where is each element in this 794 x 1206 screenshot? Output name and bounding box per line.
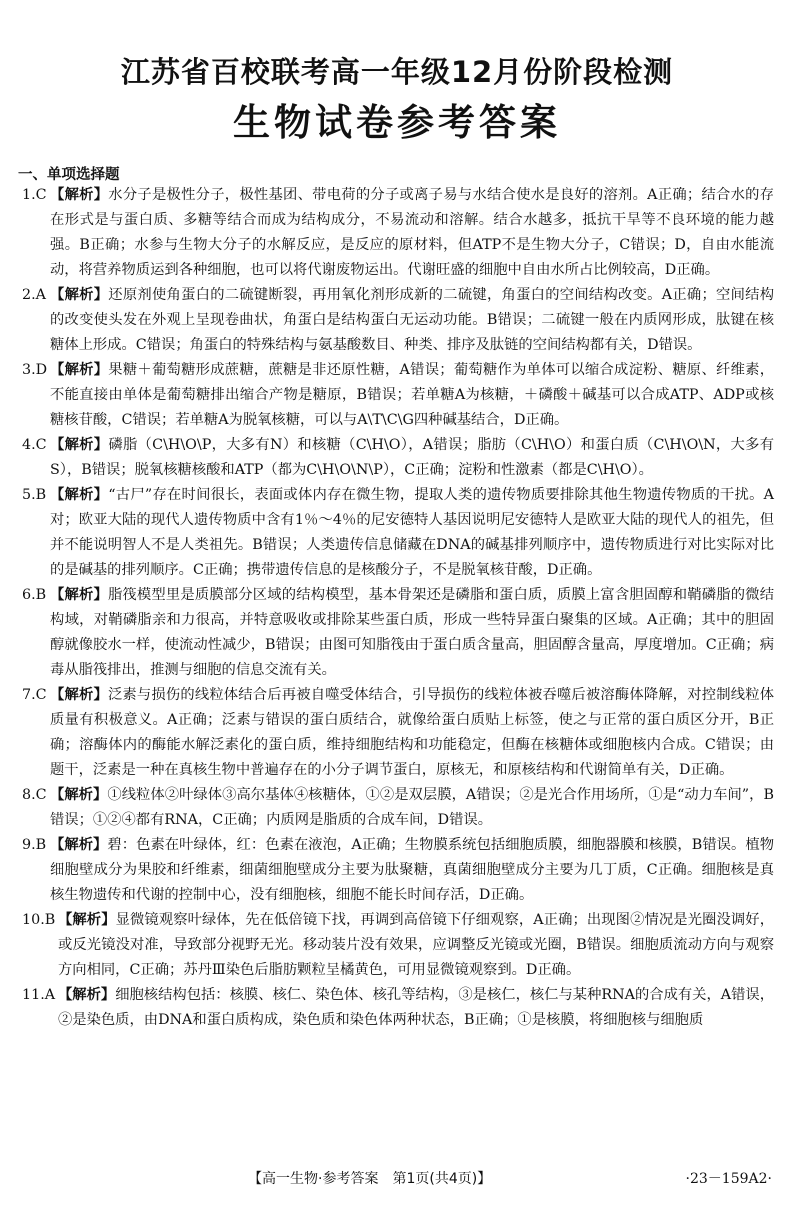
item-explanation: 水分子是极性分子，极性基团、带电荷的分子或离子易与水结合使水是良好的溶剂。A正确；结合水的存在形式是与蛋白质、多糖等结合而成为结构成分，不易流动和溶解。结合水越多，抵抗干旱等不良环境的能力越强。B正确；水参与生物大分子的水解反应，是反应的原材料，但ATP不是生物大分子，C错误；D，自由水能流动，将营养物质运到各种细胞，也可以将代谢废物运出。代谢旺盛的细胞中自由水所占比例较高，D正确。 (50, 187, 774, 278)
answer-item (22, 983, 774, 1033)
item-explanation: 细胞核结构包括：核膜、核仁、染色体、核孔等结构，③是核仁，核仁与某种RNA的合成有关，A错误，②是染色质，由DNA和蛋白质构成，染色质和染色体两种状态，B正确；①是核膜，将细胞核与细胞质 (58, 987, 775, 1028)
answer-item (22, 683, 774, 783)
analysis-tag: 【解析】 (50, 837, 108, 853)
item-explanation: “古尸”存在时间很长，表面或体内存在微生物，提取人类的遗传物质要排除其他生物遗传物质的干扰。A对；欧亚大陆的现代人遗传物质中含有1％～4％的尼安德特人基因说明尼安德特人是欧亚大陆的现代人的祖先，但并不能说明智人不是人类祖先。B错误；人类遗传信息储藏在DNA的碱基排列顺序中，遗传物质进行对比实际对比的是碱基的排列顺序。C正确；携带遗传信息的是核酸分子，不是脱氧核苷酸，D正确。 (50, 487, 774, 578)
analysis-tag: 【解析】 (50, 187, 109, 203)
section-heading: 一、单项选择题 (18, 167, 120, 183)
item-number: 4.C (22, 437, 47, 453)
document-subtitle: 生物试卷参考答案 (233, 101, 561, 144)
answer-item (22, 358, 774, 433)
footer-code: ·23－159A2· (685, 1171, 772, 1187)
item-number: 1.C (22, 187, 47, 203)
document-title: 江苏省百校联考高一年级12月份阶段检测 (120, 55, 674, 89)
footer-page-info: 【高一生物·参考答案 第1页(共4页)】 (248, 1171, 492, 1187)
answer-item (22, 833, 774, 908)
analysis-tag: 【解析】 (50, 787, 108, 803)
analysis-tag: 【解析】 (50, 587, 108, 603)
answer-item (22, 183, 774, 283)
answer-item (22, 583, 774, 683)
answer-item (22, 783, 774, 833)
item-number: 2.A (22, 287, 46, 303)
item-number: 9.B (22, 837, 47, 853)
answer-item (22, 908, 774, 983)
item-number: 7.C (22, 687, 47, 703)
answer-item (22, 433, 774, 483)
item-explanation: 还原剂使角蛋白的二硫键断裂，再用氧化剂形成新的二硫键，角蛋白的空间结构改变。A正确；空间结构的改变使头发在外观上呈现卷曲状，角蛋白是结构蛋白无运动功能。B错误；二硫键一般在内质网形成，肽键在核糖体上形成。C错误；角蛋白的特殊结构与氨基酸数目、种类、排序及肽链的空间结构都有关，D错误。 (50, 287, 774, 353)
item-number: 5.B (22, 487, 47, 503)
item-explanation: 果糖＋葡萄糖形成蔗糖，蔗糖是非还原性糖，A错误；葡萄糖作为单体可以缩合成淀粉、糖原、纤维素，不能直接由单体是葡萄糖排出缩合产物是糖原，B错误；若单糖A为核糖，＋磷酸＋碱基可以合成ATP、ADP或核糖核苷酸，C错误；若单糖A为脱氧核糖，可以与A\T\C\G四种碱基结合，D正确。 (50, 362, 774, 428)
answer-list (22, 183, 774, 1033)
answer-item (22, 283, 774, 358)
item-number: 11.A (22, 987, 56, 1003)
analysis-tag: 【解析】 (50, 487, 109, 503)
item-explanation: 显微镜观察叶绿体，先在低倍镜下找，再调到高倍镜下仔细观察，A正确；出现图②情况是光圈没调好，或反光镜没对准，导致部分视野无光。移动装片没有效果，应调整反光镜或光圈，B错误。细胞质流动方向与观察方向相同，C正确；苏丹Ⅲ染色后脂肪颗粒呈橘黄色，可用显微镜观察到。D正确。 (58, 912, 774, 978)
item-explanation: 脂筏模型里是质膜部分区域的结构模型，基本骨架还是磷脂和蛋白质，质膜上富含胆固醇和鞘磷脂的微结构域，对鞘磷脂亲和力很高，并特意吸收或排除某些蛋白质，形成一些特异蛋白聚集的区域。A正确；其中的胆固醇就像胶水一样，使流动性减少，B错误；由图可知脂筏由于蛋白质含量高，胆固醇含量高，厚度增加。C正确；病毒从脂筏排出，推测与细胞的信息交流有关。 (50, 587, 774, 678)
analysis-tag: 【解析】 (50, 362, 109, 378)
item-explanation: ①线粒体②叶绿体③高尔基体④核糖体，①②是双层膜，A错误；②是光合作用场所，①是“动力车间”，B错误；①②④都有RNA，C正确；内质网是脂质的合成车间，D错误。 (50, 787, 774, 828)
analysis-tag: 【解析】 (58, 987, 116, 1003)
item-explanation: 泛素与损伤的线粒体结合后再被自噬受体结合，引导损伤的线粒体被吞噬后被溶酶体降解，对控制线粒体质量有积极意义。A正确；泛素与错误的蛋白质结合，就像给蛋白质贴上标签，使之与正常的蛋白质区分开，B正确；溶酶体内的酶能水解泛素化的蛋白质，维持细胞结构和功能稳定，但酶在核糖体或细胞核内合成。C错误；由题干，泛素是一种在真核生物中普遍存在的小分子调节蛋白，原核无，和原核结构和代谢简单有关，D正确。 (50, 687, 774, 778)
item-number: 3.D (22, 362, 48, 378)
answer-item (22, 483, 774, 583)
item-number: 8.C (22, 787, 47, 803)
item-explanation: 磷脂（C\H\O\P，大多有N）和核糖（C\H\O），A错误；脂肪（C\H\O）和蛋白质（C\H\O\N，大多有S），B错误；脱氧核糖核酸和ATP（都为C\H\O\N\P），C正确；淀粉和性激素（都是C\H\O）。 (50, 437, 774, 478)
item-number: 10.B (22, 912, 56, 928)
item-number: 6.B (22, 587, 47, 603)
analysis-tag: 【解析】 (50, 287, 109, 303)
analysis-tag: 【解析】 (50, 437, 109, 453)
analysis-tag: 【解析】 (58, 912, 116, 928)
item-explanation: 碧：色素在叶绿体，红：色素在液泡，A正确；生物膜系统包括细胞质膜，细胞器膜和核膜，B错误。植物细胞壁成分为果胶和纤维素，细菌细胞壁成分主要为肽聚糖，真菌细胞壁成分主要为几丁质，C正确。细胞核是真核生物遗传和代谢的控制中心，没有细胞核，细胞不能长时间存活，D正确。 (50, 837, 775, 903)
analysis-tag: 【解析】 (50, 687, 108, 703)
